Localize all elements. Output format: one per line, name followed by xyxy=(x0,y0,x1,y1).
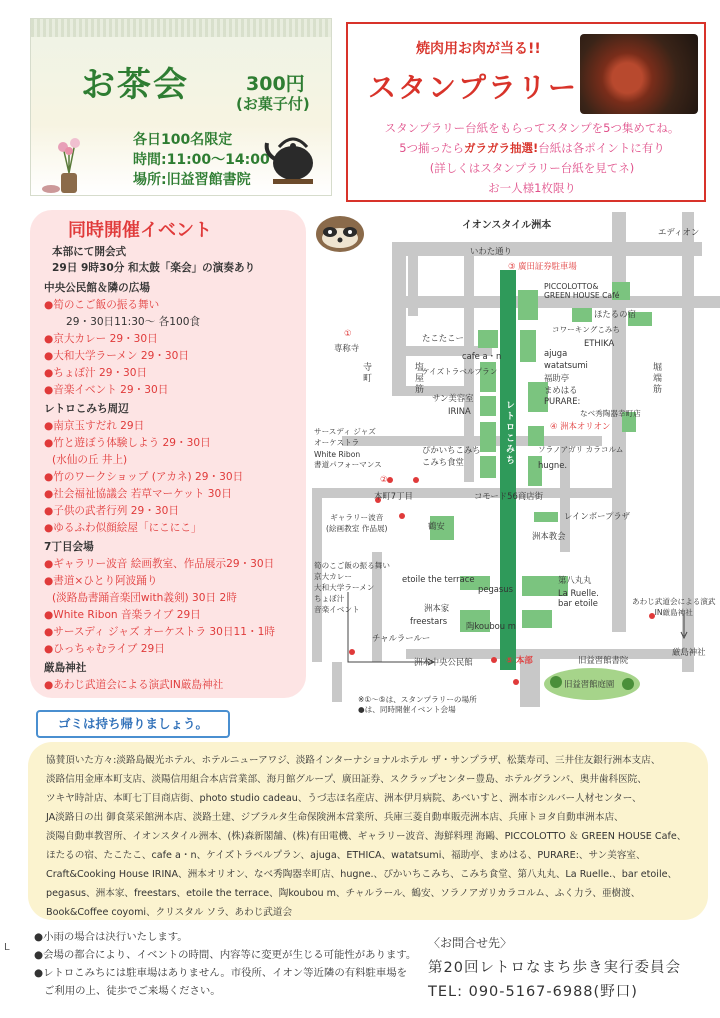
map-label-teramachi: 寺町 xyxy=(361,362,371,384)
sponsor-line: JA淡路日の出 御食菜采館洲本店、淡路土建、ジブラルタ生命保険洲本営業所、兵庫三菱自動車販売洲本店、兵庫トヨタ自動車洲本店、 xyxy=(46,812,624,823)
map-label-komode: コモード56商店街 xyxy=(474,491,543,501)
concurrent-events-panel xyxy=(30,210,306,698)
teapot-icon xyxy=(263,129,323,185)
map-label-pikaichi: ぴかいちこみち こみち食堂 xyxy=(422,445,481,467)
map-label-ajuga: ajuga xyxy=(544,348,568,358)
stamp-rally-panel xyxy=(346,22,706,202)
map-label-charu: チャルラールー xyxy=(372,633,431,643)
event-item: ●ちょぼ汁 29・30日 xyxy=(44,367,148,379)
tea-party-price-note: (お菓子付) xyxy=(236,95,310,113)
map-label-tsuruyasu: 鶴安 xyxy=(428,521,445,531)
sponsor-line: Craft&Cooking House IRINA、洲本オリオン、なべ秀陶器幸町店、hugne.、ぴかいちこみち、こみち食堂、第八丸丸、La Ruelle.、bar etoile、 xyxy=(46,869,678,880)
garbage-notice: ゴミは持ち帰りましょう。 xyxy=(36,710,230,738)
bamboo-blind-decoration xyxy=(31,19,332,37)
map-label-koubou: 陶koubou m xyxy=(466,621,516,631)
map-label-kyueki-garden: 旧益習館庭園 xyxy=(564,679,615,689)
map-label-hachimaru: 第八丸丸 xyxy=(558,575,592,585)
sponsor-line: ツキヤ時計店、本町七丁目商店街、photo studio cadeau、うづ志ほ名産店、洲本伊月病院、あべいすと、洲本市シルバー人材センター、 xyxy=(46,793,642,804)
contact-phone: TEL: 090-5167-6988(野口) xyxy=(428,984,638,1000)
map-label-keitz: ケイズトラベルプラン xyxy=(422,367,498,376)
map-stamp-4-orion: ④ 洲本オリオン xyxy=(550,421,611,431)
event-item: ●White Ribon 音楽ライブ 29日 xyxy=(44,609,201,621)
map-label-rainbow-plaza: レインボープラザ xyxy=(564,511,631,521)
event-item: ●音楽イベント 29・30日 xyxy=(44,384,169,396)
map-label-coworking: コワーキングこみち xyxy=(552,325,621,334)
event-item: ●社会福祉協議会 若草マーケット 30日 xyxy=(44,488,232,500)
note-line: ●小雨の場合は決行いたします。 xyxy=(34,931,188,943)
event-item: ●竹と遊ぼう体験しよう 29・30日 xyxy=(44,437,211,449)
map-stamp-1: ① xyxy=(344,328,352,338)
note-line: ●会場の都合により、イベントの時間、内容等に変更が生じる可能性があります。 xyxy=(34,949,417,961)
event-item: ●大和大学ラーメン 29・30日 xyxy=(44,350,189,362)
sponsor-line: Book&Coffee coyomi、クリスタル ソラ、あわじ武道会 xyxy=(46,907,293,918)
section-retro-komichi: レトロこみち周辺 xyxy=(44,403,129,415)
event-item: ●竹のワークショップ (アカネ) 29・30日 xyxy=(44,471,244,483)
event-item: ●サースディ ジャズ オーケストラ 30日11・1時 xyxy=(44,626,275,638)
section-7chome: 7丁目会場 xyxy=(44,541,94,553)
map-stamp-3-parking: ③ 廣田証券駐車場 xyxy=(508,261,577,271)
event-item: ●ギャラリー波音 絵画教室、作品展示29・30日 xyxy=(44,558,275,570)
event-item-detail: (淡路島書踊音楽団with義剣) 30日 2時 xyxy=(52,592,237,604)
tea-party-time: 時間:11:00〜14:00 xyxy=(133,152,270,168)
map-legend-stamp: ※①〜⑤は、スタンプラリーの場所 xyxy=(358,695,477,704)
map-label-watatsumi: watatsumi xyxy=(544,360,588,370)
map-label-piccolotto: PICCOLOTTO& GREEN HOUSE Café xyxy=(544,282,620,300)
map-stamp-5-hq: ⑤ 本部 xyxy=(506,655,533,665)
flower-vase-icon xyxy=(39,137,99,195)
map-label-hugne: hugne. xyxy=(538,460,568,470)
map-label-sorano: ソラノアガリ カラコルム xyxy=(538,445,624,454)
event-item: ●子供の武者行列 29・30日 xyxy=(44,505,179,517)
map-label-cafe-an: cafe a・n xyxy=(462,351,502,361)
map-label-senshoji: 専称寺 xyxy=(334,343,360,353)
map-label-nabe: なべ秀陶器幸町店 xyxy=(580,409,641,418)
map-label-kyueki: 旧益習館書院 xyxy=(578,655,629,665)
map-label-fukusuke: 福助亭 xyxy=(544,373,570,383)
map-label-ruelle: La Ruelle. bar etoile xyxy=(558,588,599,608)
margin-mark: L xyxy=(4,942,10,953)
map-label-white-ribon: White Ribon 書道パフォーマンス xyxy=(314,450,382,469)
event-item: ●京大カレー 29・30日 xyxy=(44,333,158,345)
map-label-takotako: たこたこー xyxy=(422,333,464,343)
grilled-meat-image xyxy=(580,34,698,114)
sponsor-line: 淡路信用金庫本町支店、淡陽信用組合本店営業部、海月館グループ、廣田証券、スクラップセンター豊島、ホテルグランパ、奥井歯科医院、 xyxy=(46,774,647,785)
event-hq-opening: 本部にて開会式 xyxy=(52,246,127,258)
event-item: ●南京玉すだれ 29日 xyxy=(44,420,145,432)
map-label-jazz: サースディ ジャズ オーケストラ xyxy=(314,427,376,447)
map-label-sun-salon: サン美容室 xyxy=(432,393,474,403)
note-line: ご利用の上、徒歩でご来場ください。 xyxy=(44,985,221,997)
contact-label: 〈お問合せ先〉 xyxy=(428,936,513,950)
stamp-rally-line4: お一人様1枚限り xyxy=(488,181,576,195)
map-label-retro-komichi: レトロこみち xyxy=(504,400,514,466)
note-line: ●レトロこみちには駐車場はありません。市役所、イオン等近隣の有料駐車場を xyxy=(34,967,408,979)
map-label-church: 洲本教会 xyxy=(532,531,566,541)
map-label-aeon: イオンスタイル洲本 xyxy=(462,220,552,231)
map-legend-event: ●は、同時開催イベント会場 xyxy=(358,705,456,714)
event-hq-taiko: 29日 9時30分 和太鼓「楽会」の演奏あり xyxy=(52,262,256,274)
event-item: ●あわじ武道会による演武IN厳島神社 xyxy=(44,679,224,691)
map-label-gallery: ギャラリー波音 (絵画教室 作品展) xyxy=(326,513,388,533)
sponsor-line: 協賛頂いた方々:淡路島観光ホテル、ホテルニューアワジ、淡路インターナショナルホテル ザ・サンプラザ、松葉寿司、三井住友銀行洲本支店、 xyxy=(46,755,661,766)
stamp-rally-title: スタンプラリー xyxy=(368,71,579,104)
event-item-detail: (水仙の丘 井上) xyxy=(52,454,128,466)
section-itsukushima: 厳島神社 xyxy=(44,662,87,674)
map-label-sumotoie: 洲本家 xyxy=(424,603,450,613)
tea-party-panel xyxy=(30,18,332,196)
sponsor-line: pegasus、洲本家、freestars、etoile the terrace、陶koubou m、チャルラール、鶴安、ソラノアガリカラコルム、ふく力ラ、亜樹渡、 xyxy=(46,888,641,899)
map-label-freestars: freestars xyxy=(410,616,448,626)
raccoon-mascot-icon xyxy=(316,216,364,252)
sponsor-line: ほたるの宿、たこたこ、cafe a・n、ケイズトラベルプラン、ajuga、ETHICA、watatsumi、福助亭、まめはる、PURARE:、サン美容室、 xyxy=(46,850,646,861)
map-label-mameharu: まめはる xyxy=(544,385,578,395)
map-label-shioya-suji: 塩屋筋 xyxy=(413,362,423,395)
event-item-detail: 29・30日11:30〜 各100食 xyxy=(66,316,201,328)
map-label-kouminkan: 洲本中央公民館 xyxy=(414,657,473,667)
map-label-iwata-street: いわた通り xyxy=(470,246,512,256)
event-item: ●ゆるふわ似顔絵屋「にこにこ」 xyxy=(44,522,202,534)
stamp-rally-line3: (詳しくはスタンプラリー台紙を見てネ) xyxy=(429,161,635,175)
map-label-purare: PURARE: xyxy=(544,396,581,406)
tea-party-place: 場所:旧益習館書院 xyxy=(133,172,251,188)
map-label-etoile: etoile the terrace xyxy=(402,574,475,584)
events-heading: 同時開催イベント xyxy=(68,220,212,241)
area-map xyxy=(312,212,720,712)
stamp-rally-kicker: 焼肉用お肉が当る!! xyxy=(416,41,541,57)
event-item: ●書道×ひとり阿波踊り xyxy=(44,575,158,587)
contact-organization: 第20回レトロなまち歩き実行委員会 xyxy=(428,960,681,976)
map-label-ethika: ETHIKA xyxy=(584,338,615,348)
map-label-honmachi: 本町7丁目 xyxy=(374,491,413,501)
sponsors-panel xyxy=(28,742,708,920)
sponsor-line: 淡陽自動車教習所、イオンスタイル洲本、(株)森新閣舗、(株)有田電機、ギャラリー波音、海鮮料理 海鷗、PICCOLOTTO ＆ GREEN HOUSE Cafe、 xyxy=(46,831,687,842)
tea-party-title: お茶会 xyxy=(81,65,189,105)
tea-party-limit: 各日100名限定 xyxy=(133,132,233,148)
map-label-itsukushima: 厳島神社 xyxy=(672,647,706,657)
stamp-rally-line2: 5つ揃ったらガラガラ抽選!台紙は各ポイントに有り xyxy=(399,141,665,155)
map-label-hotaru: ほたるの宿 xyxy=(594,309,636,319)
map-label-irina: IRINA xyxy=(448,406,471,416)
section-kouminkan: 中央公民館＆隣の広場 xyxy=(44,282,150,294)
map-label-kouminkan-events: 筍のこご飯の振る舞い 京大カレー 大和大学ラーメン ちょぼ汁 音楽イベント xyxy=(314,561,390,614)
map-label-budokai: あわじ武道会による演武 IN厳島神社 xyxy=(632,597,716,617)
map-label-edion: エディオン xyxy=(658,227,700,237)
event-item: ●ひっちゃむライブ 29日 xyxy=(44,643,165,655)
map-stamp-2: ② xyxy=(380,474,388,484)
stamp-rally-line1: スタンプラリー台紙をもらってスタンプを5つ集めてね。 xyxy=(384,121,680,135)
event-item: ●筍のこご飯の振る舞い xyxy=(44,299,160,311)
map-label-pegasus: pegasus xyxy=(478,584,513,594)
tea-party-price: 300円 xyxy=(246,73,305,95)
map-label-horibata-suji: 堀端筋 xyxy=(651,362,661,395)
